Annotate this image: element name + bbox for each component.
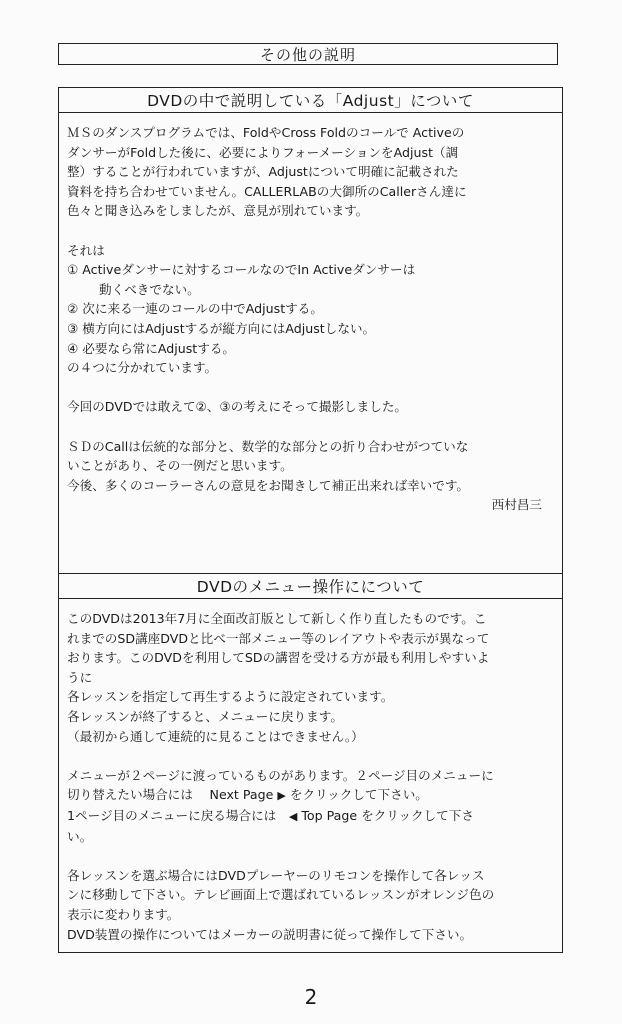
paragraph-line: 今回のDVDでは敢えて②、③の考えにそって撮影しました。 bbox=[67, 399, 408, 415]
paragraph-line: DVD装置の操作についてはメーカーの説明書に従って操作して下さい。 bbox=[67, 926, 473, 942]
list-summary: の４つに分かれています。 bbox=[67, 360, 218, 376]
page-title-text: その他の説明 bbox=[259, 45, 356, 64]
paragraph-line: 資料を持ち合わせていません。CALLERLABの大御所のCallerさん達に bbox=[67, 183, 467, 199]
paragraph-line: うに bbox=[67, 669, 93, 685]
paragraph-line: 各レッスンを選ぶ場合にはDVDプレーヤーのリモコンを操作して各レッス bbox=[67, 867, 485, 883]
adjust-section-body bbox=[59, 113, 562, 515]
play-left-icon: ◀ bbox=[288, 809, 298, 823]
adjust-section-heading: DVDの中で説明している「Adjust」について bbox=[59, 88, 562, 113]
list-item: ① Activeダンサーに対するコールなのでIn Activeダンサーは bbox=[67, 262, 416, 278]
author-signature: 西村昌三 bbox=[491, 497, 542, 513]
paragraph-line: 切り替えたい場合には Next Page ▶ をクリックして下さい。 bbox=[67, 787, 428, 803]
paragraph-line: ダンサーがFoldした後に、必要によりフォーメーションをAdjust（調 bbox=[67, 144, 459, 160]
paragraph-line: 色々と聞き込みをしましたが、意見が別れています。 bbox=[67, 203, 369, 219]
paragraph-line: （最初から通して連続的に見ることはできません。） bbox=[67, 728, 364, 744]
list-item: ③ 横方向にはAdjustするが縦方向にはAdjustしない。 bbox=[67, 320, 376, 336]
page-number: 2 bbox=[304, 985, 318, 1009]
menu-section bbox=[59, 574, 562, 944]
play-right-icon: ▶ bbox=[277, 789, 286, 803]
list-item: ④ 必要なら常にAdjustする。 bbox=[67, 340, 236, 356]
paragraph-line: ＭＳのダンスプログラムでは、FoldやCross Foldのコールで Activeの bbox=[67, 125, 465, 140]
paragraph-line: 整）することが行われていますが、Adjustについて明確に記載された bbox=[67, 164, 459, 180]
list-intro: それは bbox=[67, 242, 105, 258]
content-frame bbox=[58, 87, 563, 953]
paragraph-line: 今後、多くのコーラーさんの意見をお聞きして補正出来れば幸いです。 bbox=[67, 477, 469, 493]
paragraph-line: おります。このDVDを利用してSDの講習を受ける方が最も利用しやすいよ bbox=[67, 650, 490, 666]
paragraph-line: 各レッスンが終了すると、メニューに戻ります。 bbox=[67, 708, 343, 724]
paragraph-line: れまでのSD講座DVDと比べ一部メニュー等のレイアウトや表示が異なって bbox=[67, 630, 490, 646]
paragraph-line: このDVDは2013年7月に全面改訂版として新しく作り直したものです。こ bbox=[67, 611, 487, 626]
list-item: ② 次に来る一連のコールの中でAdjustする。 bbox=[67, 301, 323, 317]
page-title bbox=[58, 43, 558, 65]
paragraph-line: ンに移動して下さい。テレビ画面上で選ばれているレッスンがオレンジ色の bbox=[67, 887, 495, 903]
paragraph-line: 表示に変わります。 bbox=[67, 906, 180, 922]
paragraph-line: ＳＤのCallは伝統的な部分と、数学的な部分との折り合わせがつていな bbox=[67, 438, 469, 454]
paragraph-line: 1ページ目のメニューに戻る場合には ◀ Top Page をクリックして下さ bbox=[67, 807, 474, 823]
menu-section-body bbox=[59, 599, 562, 944]
paragraph-line: メニューが２ページに渡っているものがあります。２ページ目のメニューに bbox=[67, 767, 494, 783]
paragraph-line: い。 bbox=[67, 828, 93, 844]
paragraph-line: 各レッスンを指定して再生するように設定されています。 bbox=[67, 689, 394, 705]
menu-section-heading: DVDのメニュー操作にについて bbox=[59, 574, 562, 599]
adjust-section bbox=[59, 88, 562, 574]
paragraph-line: いことがあり、その一例だと思います。 bbox=[67, 458, 293, 474]
list-item-continuation: 動くべきでない。 bbox=[99, 281, 200, 297]
